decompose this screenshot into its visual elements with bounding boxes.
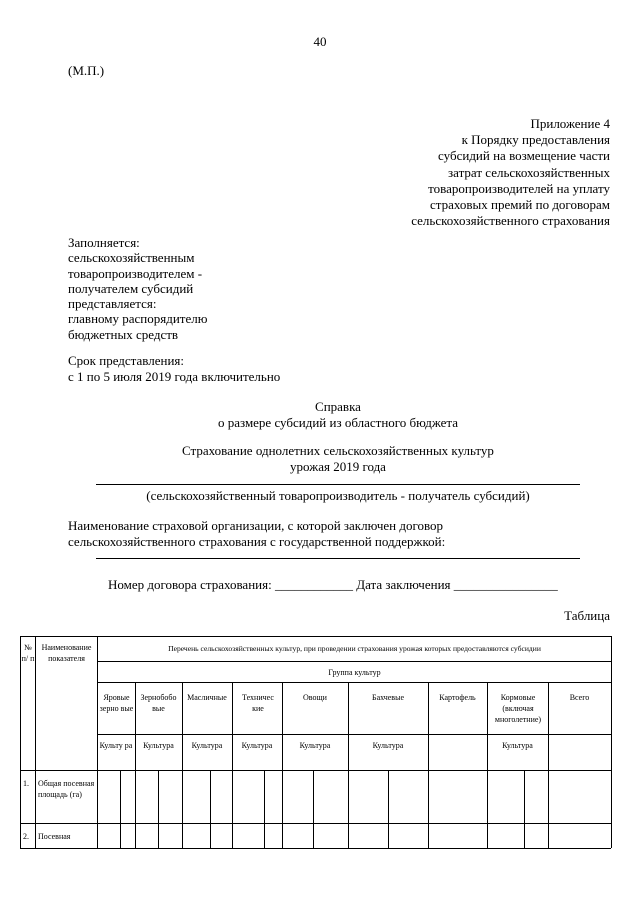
row-label: Общая посевная площадь (га) [38,779,95,799]
crop-subheader: Культура [241,741,273,750]
column-header-group: Группа культур [328,668,381,677]
group-header-fodder: Кормовые (включая многолетние) [494,693,542,724]
table-gridline [120,770,121,848]
crop-subheader: Культура [502,741,533,750]
table-gridline [97,682,611,683]
table-gridline [264,770,265,848]
crop-subheader: Культура [372,741,404,750]
contract-number-label: Номер договора страхования: [108,577,272,592]
filled-by-line: Заполняется: [68,235,140,250]
table-gridline [182,682,183,848]
subtitle-line: урожая 2019 года [290,459,386,474]
appendix-block [330,116,610,229]
table-border [20,636,21,848]
table-border [20,848,611,849]
filled-by-line: бюджетных средств [68,326,179,342]
column-header-main: Перечень сельскохозяйственных культур, при проведении страхования урожая которых предоставляются субсидии [168,644,541,653]
filled-by-block [68,235,328,342]
contract-number-field[interactable]: ____________ [274,577,353,592]
filled-by-line: получателем субсидий [68,280,194,296]
appendix-line: Приложение 4 [530,116,610,131]
table-gridline [428,682,429,848]
table-label: Таблица [564,608,610,623]
title-line: о размере субсидий из областного бюджета [217,415,459,430]
appendix-line: к Порядку предоставления [461,132,610,148]
insurer-line: сельскохозяйственного страхования с государственной поддержкой: [68,534,446,549]
appendix-line: затрат сельскохозяйственных [448,164,610,180]
stamp-placeholder: (М.П.) [68,63,105,78]
producer-underline [96,484,580,485]
table-gridline [348,682,349,848]
table-gridline [210,770,211,848]
insurer-block [68,518,608,550]
table-gridline [158,770,159,848]
producer-caption: (сельскохозяйственный товаропроизводитель - получатель субсидий) [146,488,530,503]
table-gridline [20,823,611,824]
table-gridline [548,682,549,848]
row-label: Посевная [38,832,71,841]
document-title [0,399,640,431]
group-header-legumes: Зернобобо вые [140,693,177,713]
group-header-total: Всего [569,693,590,702]
table-gridline [97,661,611,662]
table-gridline [232,682,233,848]
appendix-line: сельскохозяйственного страхования [411,213,610,229]
deadline-block [68,353,388,385]
appendix-line: страховых премий по договорам [429,197,610,213]
crop-subheader: Культура [143,741,174,750]
subtitle-line: Страхование однолетних сельскохозяйственных культур [182,443,494,458]
document-subtitle [0,443,640,475]
contract-date-field[interactable]: ________________ [453,577,558,592]
appendix-line: субсидий на возмещение части [438,148,610,164]
row-number: 2. [23,832,29,841]
group-header-technical: Техничес кие [242,693,274,713]
table-gridline [524,770,525,848]
group-header-oilseeds: Масличные [187,693,227,702]
crop-subheader: Культура [191,741,223,750]
deadline-line: с 1 по 5 июля 2019 года включительно [68,369,281,384]
filled-by-line: главному распорядителю [68,311,208,327]
page-number: 40 [313,34,327,49]
filled-by-line: товаропроизводителем - [68,265,203,281]
column-header-name: Наименование показателя [41,643,92,663]
table-gridline [35,636,36,848]
contract-line [108,577,608,593]
table-gridline [282,682,283,848]
table-gridline [97,734,611,735]
appendix-line: товаропроизводителей на уплату [428,180,610,196]
table-gridline [388,770,389,848]
table-gridline [487,682,488,848]
row-number: 1. [23,779,29,788]
title-line: Справка [315,399,361,414]
contract-date-label: Дата заключения [356,577,451,592]
crop-subheader: Культу ра [99,741,133,750]
group-header-potatoes: Картофель [439,693,476,702]
insurer-line: Наименование страховой организации, с которой заключен договор [68,518,444,533]
filled-by-line: представляется: [68,296,157,312]
deadline-line: Срок представления: [68,353,185,368]
table-border [20,636,611,637]
group-header-melons: Бахчевые [371,693,405,702]
table-border [611,636,612,848]
column-header-number: № п/ п [21,643,35,663]
insurer-underline [96,558,580,559]
subsidy-table [20,636,611,848]
table-gridline [20,770,611,771]
group-header-vegetables: Овощи [303,693,327,702]
crop-subheader: Культура [299,741,331,750]
table-gridline [313,770,314,848]
filled-by-line: сельскохозяйственным [68,250,195,266]
group-header-spring-grain: Яровые зерно вые [99,693,134,713]
